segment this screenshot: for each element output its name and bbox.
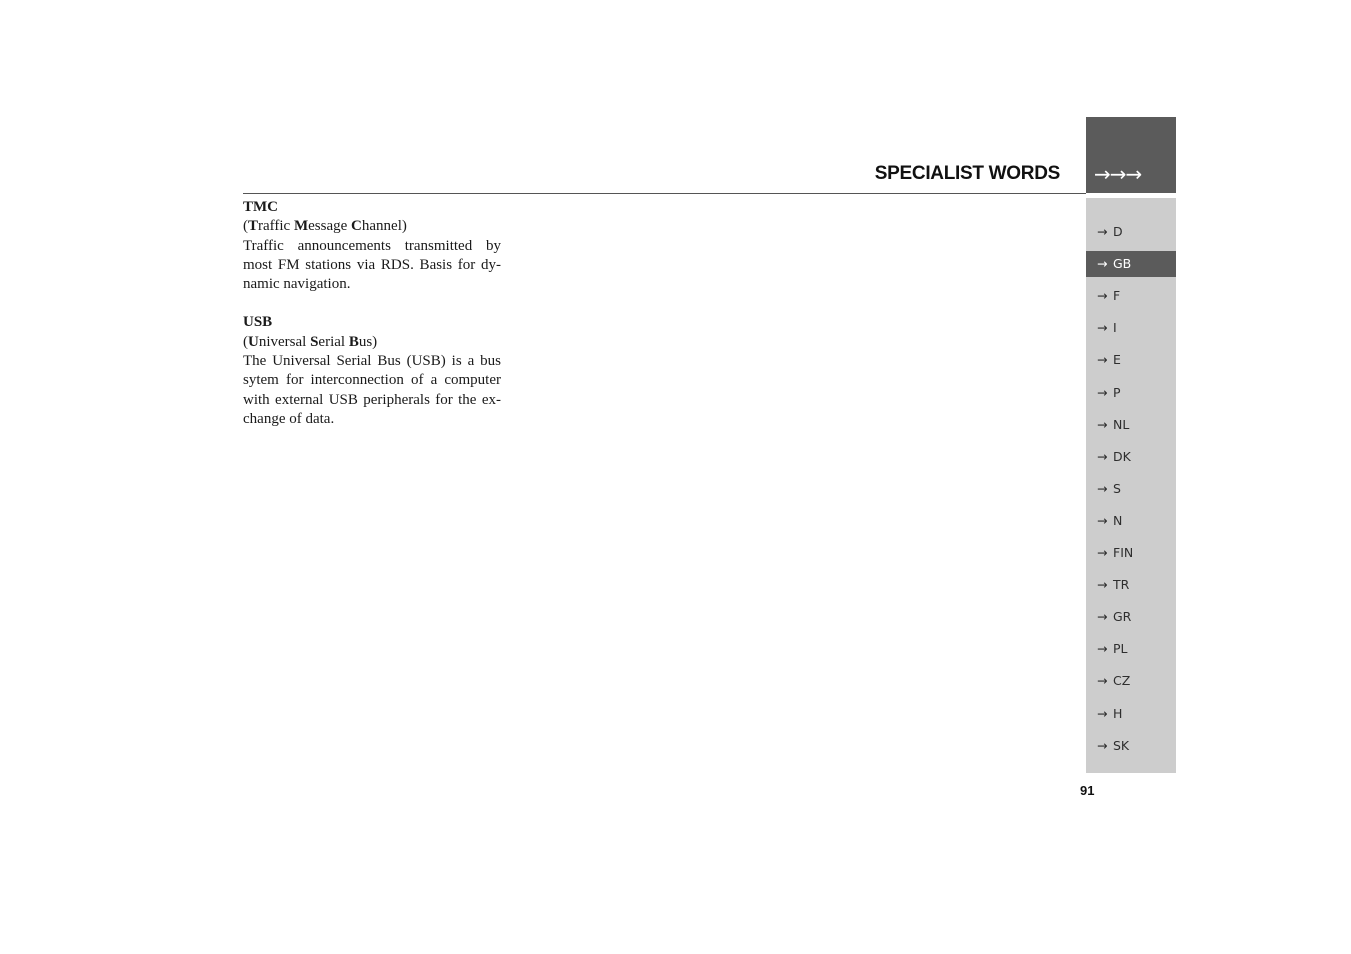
arrow-right-icon: → bbox=[1097, 705, 1108, 721]
expansion-text: hannel) bbox=[361, 218, 407, 235]
sidebar-item-s[interactable] bbox=[1086, 476, 1176, 502]
glossary-term: TMC bbox=[243, 199, 278, 215]
sidebar-item-label: PL bbox=[1113, 641, 1128, 657]
sidebar-item-label: CZ bbox=[1113, 673, 1131, 689]
sidebar-item-label: S bbox=[1113, 480, 1121, 496]
arrow-right-icon: → bbox=[1097, 448, 1108, 464]
arrow-right-icon: → bbox=[1097, 577, 1108, 593]
glossary-expansion bbox=[243, 217, 501, 236]
sidebar-item-dk[interactable] bbox=[1086, 444, 1176, 470]
arrow-right-icon: → bbox=[1097, 512, 1108, 528]
expansion-text: erial bbox=[318, 333, 349, 350]
sidebar-item-label: DK bbox=[1113, 448, 1131, 464]
expansion-text: ( bbox=[243, 333, 248, 350]
arrow-right-icon: → bbox=[1097, 352, 1108, 368]
language-sidebar bbox=[1086, 198, 1176, 773]
sidebar-item-label: E bbox=[1113, 352, 1121, 368]
arrow-right-icon: → bbox=[1097, 320, 1108, 336]
glossary-content bbox=[243, 198, 501, 448]
expansion-initial: C bbox=[351, 218, 362, 235]
arrow-right-icon: → bbox=[1097, 673, 1108, 689]
sidebar-item-fin[interactable] bbox=[1086, 540, 1176, 566]
sidebar-item-label: FIN bbox=[1113, 545, 1134, 560]
sidebar-item-pl[interactable] bbox=[1086, 636, 1176, 662]
sidebar-item-e[interactable] bbox=[1086, 347, 1176, 373]
sidebar-item-label: I bbox=[1113, 320, 1117, 336]
section-tab bbox=[1086, 117, 1176, 193]
sidebar-item-tr[interactable] bbox=[1086, 572, 1176, 598]
sidebar-item-d[interactable] bbox=[1086, 219, 1176, 245]
sidebar-item-label: GB bbox=[1113, 256, 1132, 272]
sidebar-item-h[interactable] bbox=[1086, 701, 1176, 727]
expansion-text: niversal bbox=[258, 333, 311, 350]
glossary-description: The Universal Serial Bus (USB) is a bus sytem for interconnection of a computer with external USB peripherals for the exchange of data. bbox=[243, 353, 501, 427]
header-divider bbox=[243, 193, 1086, 194]
expansion-text: essage bbox=[308, 218, 352, 235]
page-title: SPECIALIST WORDS bbox=[874, 163, 1060, 184]
arrow-right-icon: → bbox=[1097, 480, 1108, 496]
glossary-expansion bbox=[243, 333, 501, 352]
glossary-term: USB bbox=[243, 314, 273, 331]
expansion-initial: M bbox=[293, 218, 309, 235]
expansion-initial: S bbox=[310, 333, 319, 350]
sidebar-item-sk[interactable] bbox=[1086, 733, 1176, 759]
sidebar-item-label: GR bbox=[1113, 609, 1132, 625]
sidebar-item-label: H bbox=[1113, 705, 1123, 721]
sidebar-item-n[interactable] bbox=[1086, 508, 1176, 534]
sidebar-item-f[interactable] bbox=[1086, 283, 1176, 309]
sidebar-item-gr[interactable] bbox=[1086, 604, 1176, 630]
expansion-text: raffic bbox=[258, 218, 294, 235]
expansion-initial: B bbox=[348, 333, 359, 350]
arrow-right-icon: → bbox=[1097, 256, 1108, 272]
sidebar-item-label: NL bbox=[1113, 416, 1130, 432]
arrow-right-icon: → bbox=[1097, 224, 1108, 239]
arrow-right-icon: → bbox=[1097, 641, 1108, 657]
sidebar-item-i[interactable] bbox=[1086, 315, 1176, 341]
sidebar-item-p[interactable] bbox=[1086, 380, 1176, 406]
triple-arrow-icon: →→→ bbox=[1094, 162, 1142, 186]
glossary-entry-usb bbox=[243, 313, 501, 429]
expansion-initial: T bbox=[248, 218, 259, 235]
sidebar-item-nl[interactable] bbox=[1086, 412, 1176, 438]
page-number: 91 bbox=[1080, 783, 1095, 798]
sidebar-item-label: D bbox=[1113, 224, 1123, 239]
arrow-right-icon: → bbox=[1097, 545, 1108, 560]
arrow-right-icon: → bbox=[1097, 416, 1108, 432]
glossary-entry-tmc bbox=[243, 198, 501, 294]
expansion-initial: U bbox=[248, 333, 259, 350]
sidebar-item-cz[interactable] bbox=[1086, 668, 1176, 694]
sidebar-item-label: TR bbox=[1113, 577, 1130, 593]
arrow-right-icon: → bbox=[1097, 737, 1108, 753]
arrow-right-icon: → bbox=[1097, 384, 1108, 400]
glossary-description: Traffic announcements transmitted by most FM stations via RDS. Basis for dynamic navigation. bbox=[243, 237, 501, 293]
sidebar-item-label: N bbox=[1113, 512, 1123, 528]
sidebar-item-label: F bbox=[1113, 288, 1121, 304]
expansion-text: ( bbox=[243, 218, 248, 235]
arrow-right-icon: → bbox=[1097, 609, 1108, 625]
sidebar-item-gb[interactable] bbox=[1086, 251, 1176, 277]
arrow-right-icon: → bbox=[1097, 288, 1108, 304]
expansion-text: us) bbox=[358, 333, 378, 350]
sidebar-item-label: SK bbox=[1113, 737, 1130, 753]
sidebar-item-label: P bbox=[1113, 384, 1121, 400]
